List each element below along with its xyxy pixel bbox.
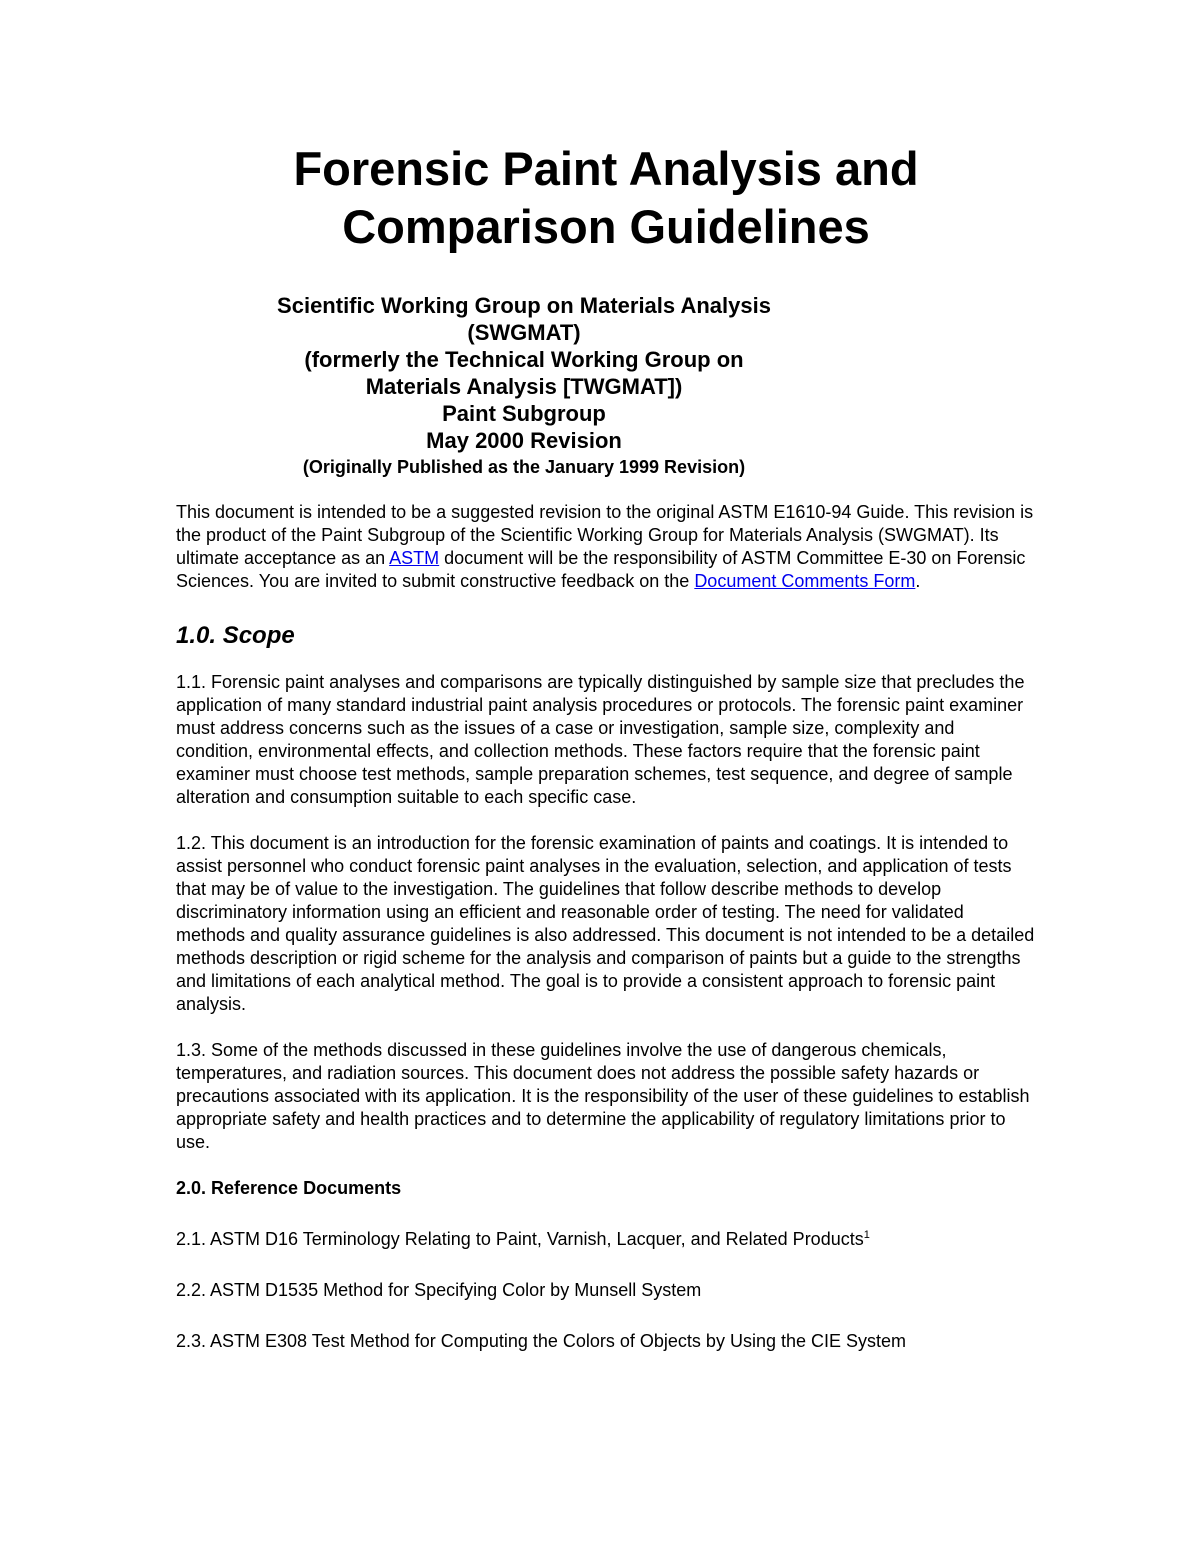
subtitle-block: [0, 292, 1048, 481]
intro-text-end: .: [915, 571, 921, 591]
references-heading: 2.0. Reference Documents: [176, 1178, 402, 1198]
intro-text-2: document will be the responsibility of ASTM Committee E-30 on Forensic Sciences. You are invited to submit constructive feedback on the: [176, 548, 1026, 591]
subtitle-line-1: Scientific Working Group on Materials Analysis: [277, 293, 771, 318]
subtitle-line-7: (Originally Published as the January 1999 Revision): [302, 457, 746, 477]
title-line-2: Comparison Guidelines: [342, 200, 870, 253]
subtitle-line-3: (formerly the Technical Working Group on: [304, 347, 744, 372]
document-title: [126, 140, 1086, 256]
subtitle-line-2: (SWGMAT): [467, 320, 581, 345]
reference-item-2-2: 2.2. ASTM D1535 Method for Specifying Color by Munsell System: [176, 1280, 702, 1300]
title-line-1: Forensic Paint Analysis and: [293, 142, 919, 195]
scope-heading: 1.0. Scope: [176, 622, 295, 649]
footnote-marker: 1: [863, 1229, 870, 1241]
scope-paragraph-1-1: 1.1. Forensic paint analyses and comparisons are typically distinguished by sample size that precludes the application of many standard industrial paint analysis procedures or protocols. The forensic paint examiner must address concerns such as the issues of a case or investigation, sample size, complexity and condition, environmental effects, and collection methods. These factors require that the forensic paint examiner must choose test methods, sample preparation schemes, test sequence, and degree of sample alteration and consumption suitable to each specific case.: [176, 672, 1025, 807]
scope-paragraph-1-3: 1.3. Some of the methods discussed in these guidelines involve the use of dangerous chemicals, temperatures, and radiation sources. This document does not address the possible safety hazards or precautions associated with its application. It is the responsibility of the user of these guidelines to establish appropriate safety and health practices and to determine the applicability of regulatory limitations prior to use.: [176, 1040, 1030, 1152]
intro-paragraph: [176, 501, 1036, 593]
document-page: [176, 140, 1036, 1353]
subtitle-line-4: Materials Analysis [TWGMAT]): [365, 374, 683, 399]
document-comments-form-link[interactable]: Document Comments Form: [694, 571, 916, 591]
astm-link[interactable]: ASTM: [389, 548, 440, 568]
subtitle-line-5: Paint Subgroup: [442, 401, 606, 426]
intro-text-1: This document is intended to be a suggested revision to the original ASTM E1610-94 Guide. This revision is the product of the Paint Subgroup of the Scientific Working Group for Materials Analysis (SWGMAT). Its ultimate acceptance as an: [176, 502, 1034, 568]
reference-item-2-1-text: 2.1. ASTM D16 Terminology Relating to Paint, Varnish, Lacquer, and Related Products: [176, 1229, 864, 1249]
reference-item-2-3: 2.3. ASTM E308 Test Method for Computing the Colors of Objects by Using the CIE System: [176, 1331, 907, 1351]
subtitle-line-6: May 2000 Revision: [426, 428, 622, 453]
scope-paragraph-1-2: 1.2. This document is an introduction for the forensic examination of paints and coatings. It is intended to assist personnel who conduct forensic paint analyses in the evaluation, selection, and application of tests that may be of value to the investigation. The guidelines that follow describe methods to develop discriminatory information using an efficient and reasonable order of testing. The need for validated methods and quality assurance guidelines is also addressed. This document is not intended to be a detailed methods description or rigid scheme for the analysis and comparison of paints but a guide to the strengths and limitations of each analytical method. The goal is to provide a consistent approach to forensic paint analysis.: [176, 833, 1035, 1014]
reference-item-2-1: [176, 1228, 1036, 1251]
